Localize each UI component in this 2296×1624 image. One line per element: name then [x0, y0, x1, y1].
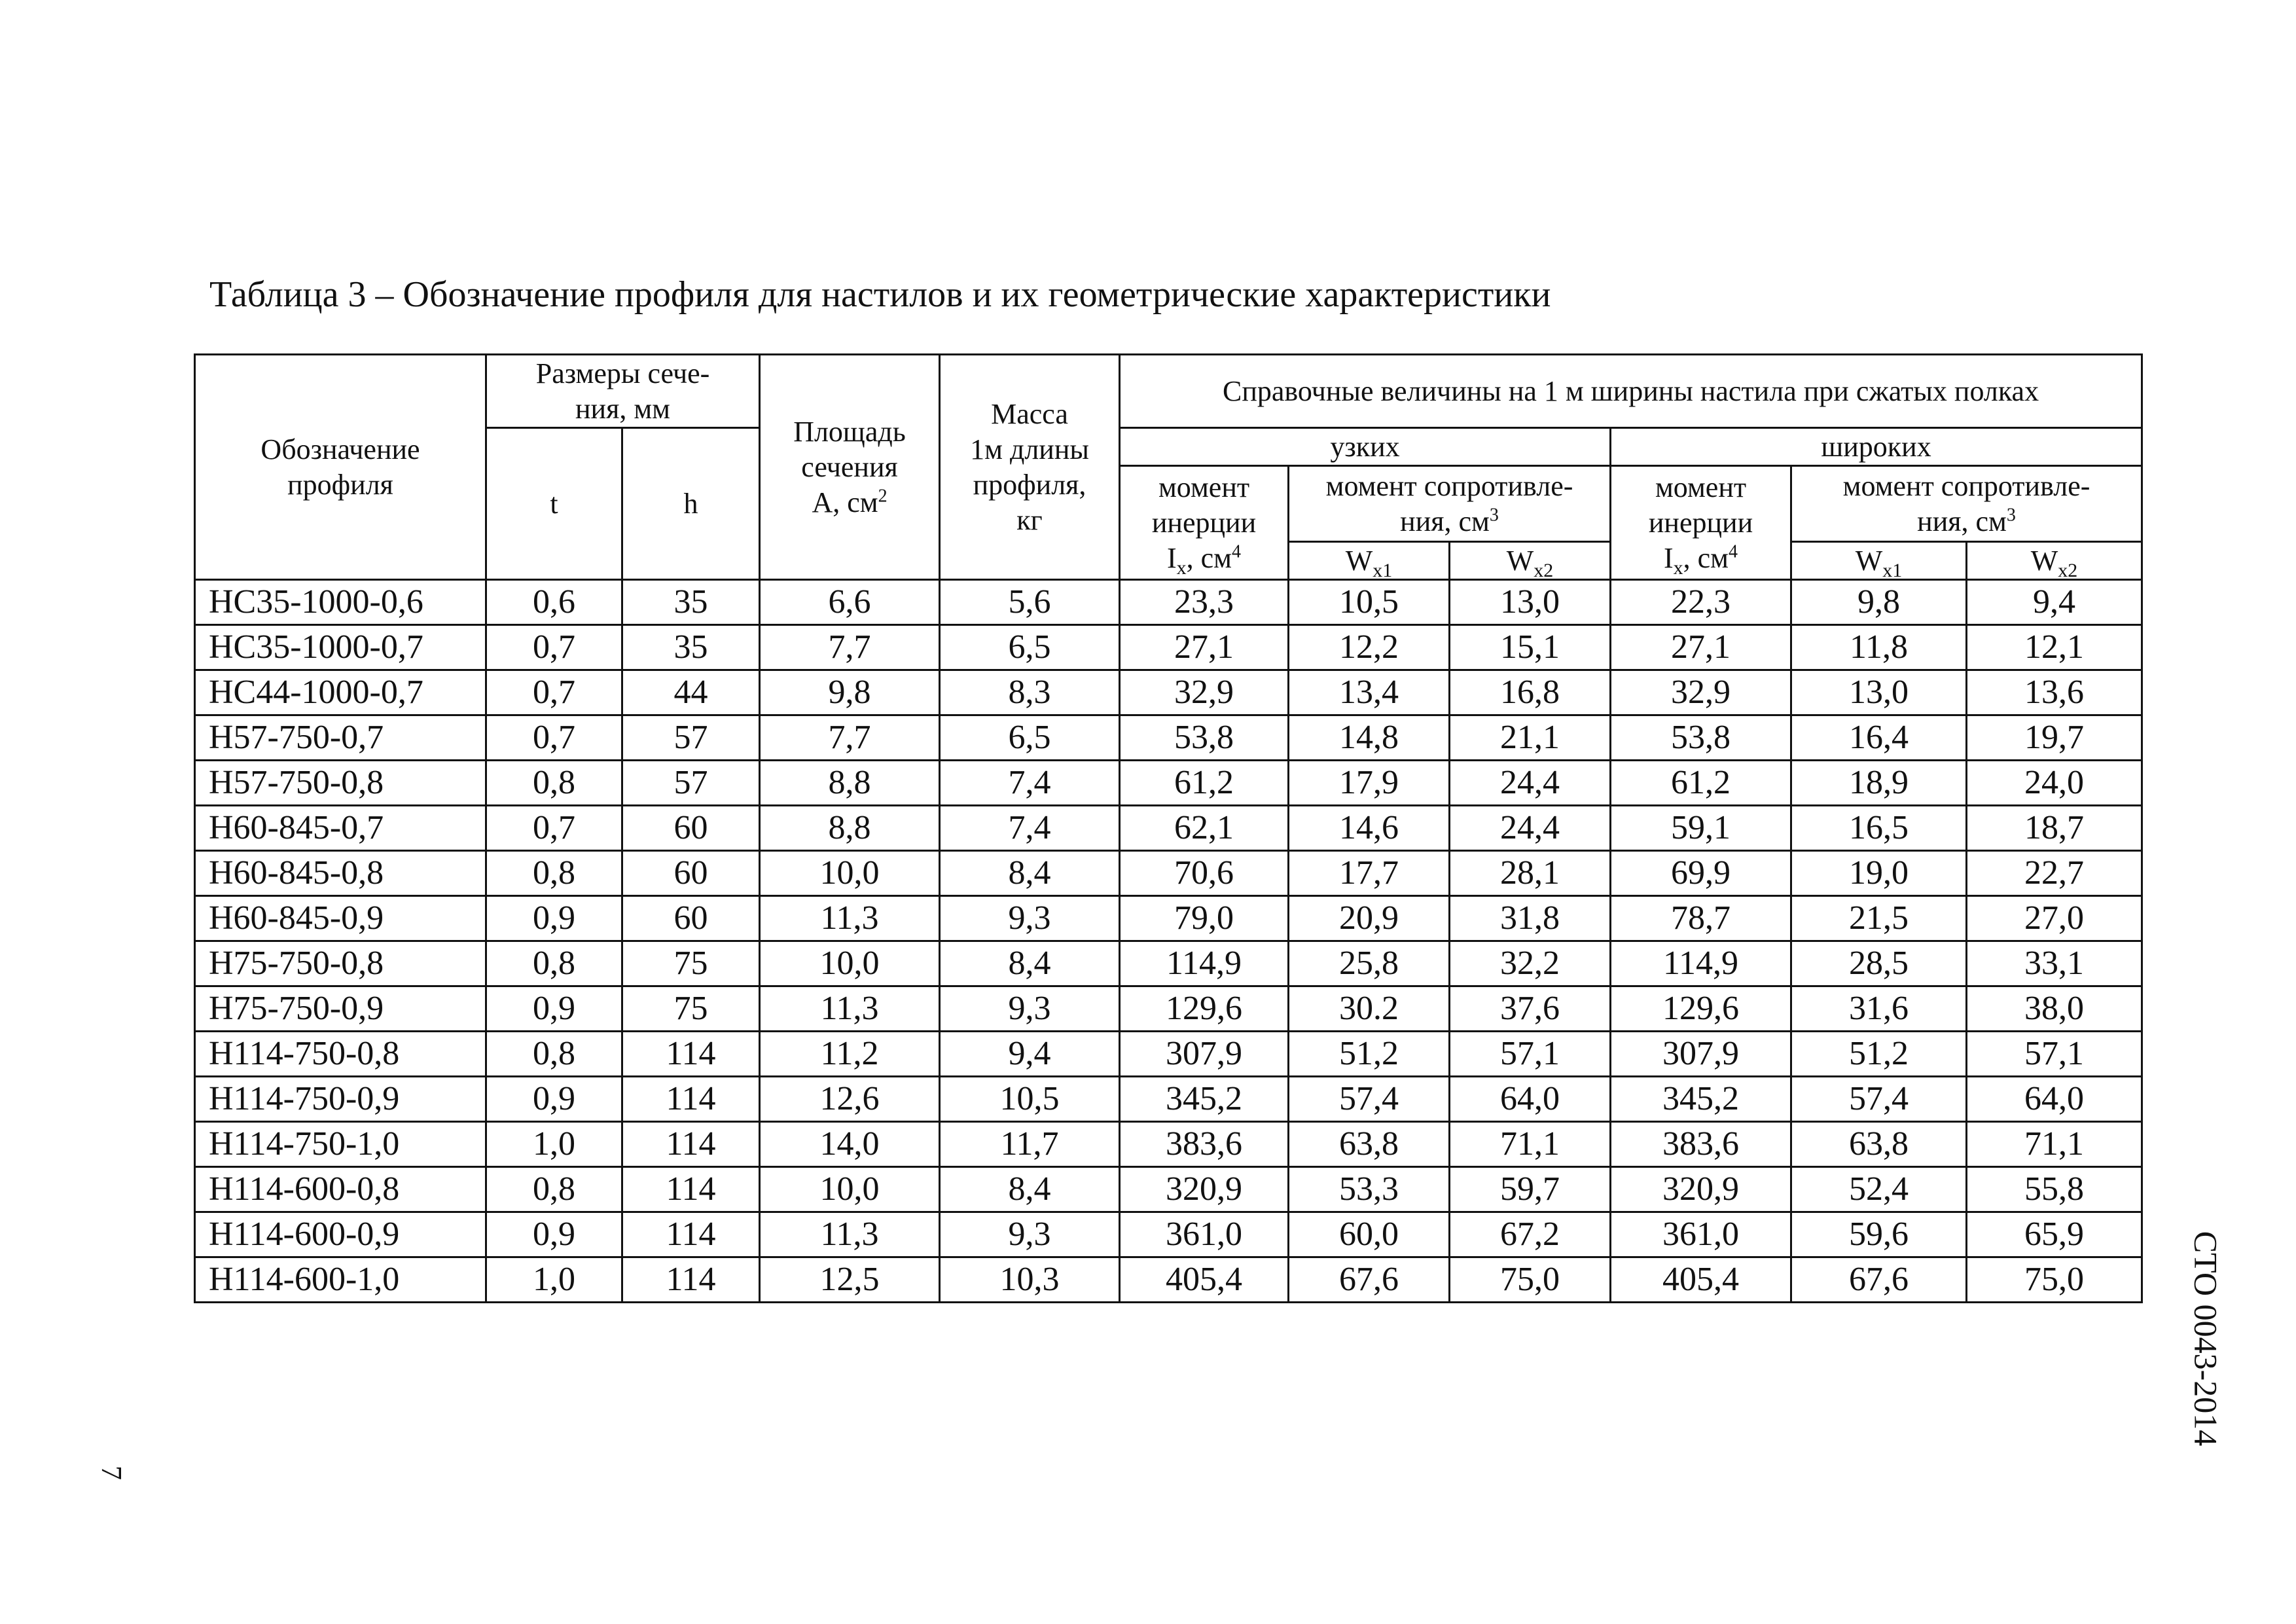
table-cell: 10,0 — [760, 1167, 940, 1212]
table-cell: 52,4 — [1791, 1167, 1967, 1212]
table-row — [195, 1032, 2142, 1077]
table-cell: 0,6 — [486, 580, 622, 625]
table-cell: 33,1 — [1967, 941, 2142, 986]
profile-designation: Н114-600-1,0 — [195, 1257, 486, 1303]
table-cell: 9,3 — [940, 1212, 1120, 1257]
table-cell: 60 — [622, 896, 760, 941]
table-cell: 9,3 — [940, 986, 1120, 1032]
table-cell: 9,4 — [940, 1032, 1120, 1077]
table-cell: 345,2 — [1120, 1077, 1289, 1122]
table-row — [195, 941, 2142, 986]
table-cell: 18,7 — [1967, 806, 2142, 851]
profile-designation: НС35-1000-0,6 — [195, 580, 486, 625]
header-designation: Обозначение профиля — [195, 355, 486, 580]
table-body — [195, 580, 2142, 1303]
table-cell: 383,6 — [1611, 1122, 1791, 1167]
table-cell: 71,1 — [1967, 1122, 2142, 1167]
table-cell: 8,4 — [940, 851, 1120, 896]
header-section-area: Площадь сечения А, $см^2$ — [760, 355, 940, 580]
table-cell: 0,7 — [486, 715, 622, 761]
table-cell: 69,9 — [1611, 851, 1791, 896]
table-cell: 1,0 — [486, 1122, 622, 1167]
table-cell: 67,6 — [1791, 1257, 1967, 1303]
table-cell: 57,1 — [1450, 1032, 1611, 1077]
table-cell: 30.2 — [1289, 986, 1450, 1032]
table-row — [195, 1122, 2142, 1167]
table-cell: 320,9 — [1611, 1167, 1791, 1212]
table-cell: 13,0 — [1450, 580, 1611, 625]
profile-designation: Н60-845-0,7 — [195, 806, 486, 851]
table-cell: 9,8 — [760, 670, 940, 715]
header-section-dimensions: Размеры сече- ния, мм — [486, 355, 760, 428]
table-cell: 12,6 — [760, 1077, 940, 1122]
table-cell: 53,8 — [1120, 715, 1289, 761]
table-cell: 8,4 — [940, 941, 1120, 986]
header-narrow-inertia: момент инерции $I_x$, $см^4$ — [1120, 466, 1289, 580]
table-cell: 71,1 — [1450, 1122, 1611, 1167]
table-row — [195, 670, 2142, 715]
table-cell: 28,1 — [1450, 851, 1611, 896]
table-cell: 67,6 — [1289, 1257, 1450, 1303]
table-cell: 9,3 — [940, 896, 1120, 941]
table-cell: 53,3 — [1289, 1167, 1450, 1212]
table-cell: 17,9 — [1289, 761, 1450, 806]
table-cell: 0,9 — [486, 1212, 622, 1257]
table-cell: 75 — [622, 986, 760, 1032]
table-cell: 57,4 — [1289, 1077, 1450, 1122]
table-cell: 8,8 — [760, 806, 940, 851]
table-cell: 27,1 — [1120, 625, 1289, 670]
table-row — [195, 851, 2142, 896]
table-cell: 21,5 — [1791, 896, 1967, 941]
table-cell: 19,7 — [1967, 715, 2142, 761]
profile-designation: Н114-750-1,0 — [195, 1122, 486, 1167]
table-cell: 31,8 — [1450, 896, 1611, 941]
table-cell: 0,9 — [486, 986, 622, 1032]
table-cell: 22,7 — [1967, 851, 2142, 896]
table-cell: 38,0 — [1967, 986, 2142, 1032]
table-cell: 12,5 — [760, 1257, 940, 1303]
table-cell: 10,3 — [940, 1257, 1120, 1303]
table-cell: 32,2 — [1450, 941, 1611, 986]
table-cell: 12,2 — [1289, 625, 1450, 670]
header-wide-inertia: момент инерции $I_x$, $см^4$ — [1611, 466, 1791, 580]
table-cell: 16,4 — [1791, 715, 1967, 761]
table-cell: 61,2 — [1611, 761, 1791, 806]
profile-table — [194, 353, 2143, 1303]
table-cell: 11,8 — [1791, 625, 1967, 670]
table-cell: 8,4 — [940, 1167, 1120, 1212]
header-wide-wx2: $W_{x2}$ — [1967, 542, 2142, 580]
table-cell: 114,9 — [1120, 941, 1289, 986]
table-cell: 5,6 — [940, 580, 1120, 625]
table-cell: 23,3 — [1120, 580, 1289, 625]
table-cell: 13,6 — [1967, 670, 2142, 715]
table-cell: 6,6 — [760, 580, 940, 625]
table-cell: 320,9 — [1120, 1167, 1289, 1212]
table-cell: 307,9 — [1611, 1032, 1791, 1077]
table-cell: 361,0 — [1611, 1212, 1791, 1257]
table-cell: 11,3 — [760, 1212, 940, 1257]
profile-designation: НС35-1000-0,7 — [195, 625, 486, 670]
table-cell: 8,8 — [760, 761, 940, 806]
table-cell: 0,7 — [486, 625, 622, 670]
table-cell: 9,4 — [1967, 580, 2142, 625]
profile-designation: НС44-1000-0,7 — [195, 670, 486, 715]
table-cell: 0,8 — [486, 1167, 622, 1212]
table-cell: 0,9 — [486, 1077, 622, 1122]
page-number: 7 — [96, 1466, 128, 1480]
profile-designation: Н57-750-0,7 — [195, 715, 486, 761]
table-cell: 60 — [622, 851, 760, 896]
table-cell: 0,9 — [486, 896, 622, 941]
table-row — [195, 1167, 2142, 1212]
table-row — [195, 715, 2142, 761]
table-row — [195, 806, 2142, 851]
table-cell: 16,8 — [1450, 670, 1611, 715]
table-cell: 6,5 — [940, 715, 1120, 761]
table-cell: 0,8 — [486, 941, 622, 986]
table-cell: 345,2 — [1611, 1077, 1791, 1122]
table-cell: 57 — [622, 761, 760, 806]
table-cell: 405,4 — [1120, 1257, 1289, 1303]
table-cell: 0,7 — [486, 806, 622, 851]
table-cell: 129,6 — [1120, 986, 1289, 1032]
table-cell: 70,6 — [1120, 851, 1289, 896]
table-cell: 22,3 — [1611, 580, 1791, 625]
header-narrow-resistance: момент сопротивле- ния, $см^3$ — [1289, 466, 1611, 542]
table-cell: 11,7 — [940, 1122, 1120, 1167]
table-cell: 24,4 — [1450, 806, 1611, 851]
table-cell: 13,4 — [1289, 670, 1450, 715]
table-cell: 10,0 — [760, 851, 940, 896]
table-row — [195, 986, 2142, 1032]
table-cell: 32,9 — [1120, 670, 1289, 715]
table-cell: 63,8 — [1289, 1122, 1450, 1167]
table-cell: 65,9 — [1967, 1212, 2142, 1257]
table-cell: 51,2 — [1791, 1032, 1967, 1077]
table-cell: 0,7 — [486, 670, 622, 715]
header-narrow-wx2: $W_{x2}$ — [1450, 542, 1611, 580]
table-cell: 114,9 — [1611, 941, 1791, 986]
profile-designation: Н75-750-0,9 — [195, 986, 486, 1032]
header-narrow: узких — [1120, 428, 1611, 466]
table-cell: 10,0 — [760, 941, 940, 986]
table-cell: 129,6 — [1611, 986, 1791, 1032]
table-cell: 57 — [622, 715, 760, 761]
table-row — [195, 761, 2142, 806]
table-cell: 15,1 — [1450, 625, 1611, 670]
table-cell: 32,9 — [1611, 670, 1791, 715]
table-cell: 60,0 — [1289, 1212, 1450, 1257]
table-cell: 19,0 — [1791, 851, 1967, 896]
table-cell: 78,7 — [1611, 896, 1791, 941]
profile-designation: Н114-600-0,8 — [195, 1167, 486, 1212]
table-row — [195, 896, 2142, 941]
profile-designation: Н75-750-0,8 — [195, 941, 486, 986]
header-wide-resistance: момент сопротивле- ния, $см^3$ — [1791, 466, 2142, 542]
table-cell: 9,8 — [1791, 580, 1967, 625]
table-cell: 16,5 — [1791, 806, 1967, 851]
table-caption: Таблица 3 – Обозначение профиля для настилов и их геометрические характеристики — [209, 274, 1551, 315]
table-cell: 14,8 — [1289, 715, 1450, 761]
table-cell: 27,0 — [1967, 896, 2142, 941]
table-cell: 20,9 — [1289, 896, 1450, 941]
table-row — [195, 580, 2142, 625]
table-cell: 24,4 — [1450, 761, 1611, 806]
table-cell: 64,0 — [1967, 1077, 2142, 1122]
table-row — [195, 1077, 2142, 1122]
profile-designation: Н114-600-0,9 — [195, 1212, 486, 1257]
table-cell: 57,1 — [1967, 1032, 2142, 1077]
table-cell: 59,1 — [1611, 806, 1791, 851]
table-cell: 114 — [622, 1077, 760, 1122]
table-row — [195, 1212, 2142, 1257]
table-cell: 28,5 — [1791, 941, 1967, 986]
table-cell: 114 — [622, 1257, 760, 1303]
table-cell: 44 — [622, 670, 760, 715]
table-cell: 79,0 — [1120, 896, 1289, 941]
table-cell: 114 — [622, 1032, 760, 1077]
table-cell: 24,0 — [1967, 761, 2142, 806]
table-cell: 18,9 — [1791, 761, 1967, 806]
table-cell: 114 — [622, 1122, 760, 1167]
profile-designation: Н57-750-0,8 — [195, 761, 486, 806]
table-cell: 13,0 — [1791, 670, 1967, 715]
header-h: h — [622, 428, 760, 580]
table-cell: 114 — [622, 1212, 760, 1257]
table-row — [195, 625, 2142, 670]
table-cell: 64,0 — [1450, 1077, 1611, 1122]
table-cell: 35 — [622, 580, 760, 625]
profile-designation: Н114-750-0,9 — [195, 1077, 486, 1122]
table-cell: 0,8 — [486, 761, 622, 806]
table-cell: 1,0 — [486, 1257, 622, 1303]
table-cell: 59,6 — [1791, 1212, 1967, 1257]
table-cell: 51,2 — [1289, 1032, 1450, 1077]
table-cell: 35 — [622, 625, 760, 670]
table-cell: 0,8 — [486, 851, 622, 896]
table-cell: 27,1 — [1611, 625, 1791, 670]
table-cell: 57,4 — [1791, 1077, 1967, 1122]
table-cell: 31,6 — [1791, 986, 1967, 1032]
table-cell: 67,2 — [1450, 1212, 1611, 1257]
table-cell: 361,0 — [1120, 1212, 1289, 1257]
table-cell: 60 — [622, 806, 760, 851]
profile-designation: Н60-845-0,8 — [195, 851, 486, 896]
header-wide-wx1: $W_{x1}$ — [1791, 542, 1967, 580]
table-cell: 11,2 — [760, 1032, 940, 1077]
table-cell: 10,5 — [1289, 580, 1450, 625]
table-cell: 53,8 — [1611, 715, 1791, 761]
table-cell: 37,6 — [1450, 986, 1611, 1032]
table-cell: 59,7 — [1450, 1167, 1611, 1212]
table-cell: 55,8 — [1967, 1167, 2142, 1212]
table-cell: 405,4 — [1611, 1257, 1791, 1303]
table-cell: 307,9 — [1120, 1032, 1289, 1077]
table-cell: 25,8 — [1289, 941, 1450, 986]
table-cell: 10,5 — [940, 1077, 1120, 1122]
table-cell: 11,3 — [760, 896, 940, 941]
table-cell: 17,7 — [1289, 851, 1450, 896]
table-cell: 114 — [622, 1167, 760, 1212]
header-t: t — [486, 428, 622, 580]
table-cell: 8,3 — [940, 670, 1120, 715]
table-cell: 14,6 — [1289, 806, 1450, 851]
table-cell: 7,7 — [760, 625, 940, 670]
table-row — [195, 1257, 2142, 1303]
header-narrow-wx1: $W_{x1}$ — [1289, 542, 1450, 580]
table-cell: 63,8 — [1791, 1122, 1967, 1167]
table-cell: 7,7 — [760, 715, 940, 761]
table-cell: 62,1 — [1120, 806, 1289, 851]
profile-designation: Н60-845-0,9 — [195, 896, 486, 941]
table-header — [195, 355, 2142, 580]
table-cell: 11,3 — [760, 986, 940, 1032]
profile-designation: Н114-750-0,8 — [195, 1032, 486, 1077]
table-cell: 0,8 — [486, 1032, 622, 1077]
table-cell: 6,5 — [940, 625, 1120, 670]
header-reference-values: Справочные величины на 1 м ширины настила при сжатых полках — [1120, 355, 2142, 428]
table-cell: 14,0 — [760, 1122, 940, 1167]
document-code: СТО 0043-2014 — [2187, 1231, 2224, 1447]
table-cell: 7,4 — [940, 806, 1120, 851]
table-cell: 383,6 — [1120, 1122, 1289, 1167]
table-cell: 12,1 — [1967, 625, 2142, 670]
table-cell: 7,4 — [940, 761, 1120, 806]
table-cell: 61,2 — [1120, 761, 1289, 806]
table-cell: 21,1 — [1450, 715, 1611, 761]
table-cell: 75,0 — [1450, 1257, 1611, 1303]
header-wide: широких — [1611, 428, 2142, 466]
header-mass: Масса 1м длины профиля, кг — [940, 355, 1120, 580]
table-cell: 75 — [622, 941, 760, 986]
table-cell: 75,0 — [1967, 1257, 2142, 1303]
